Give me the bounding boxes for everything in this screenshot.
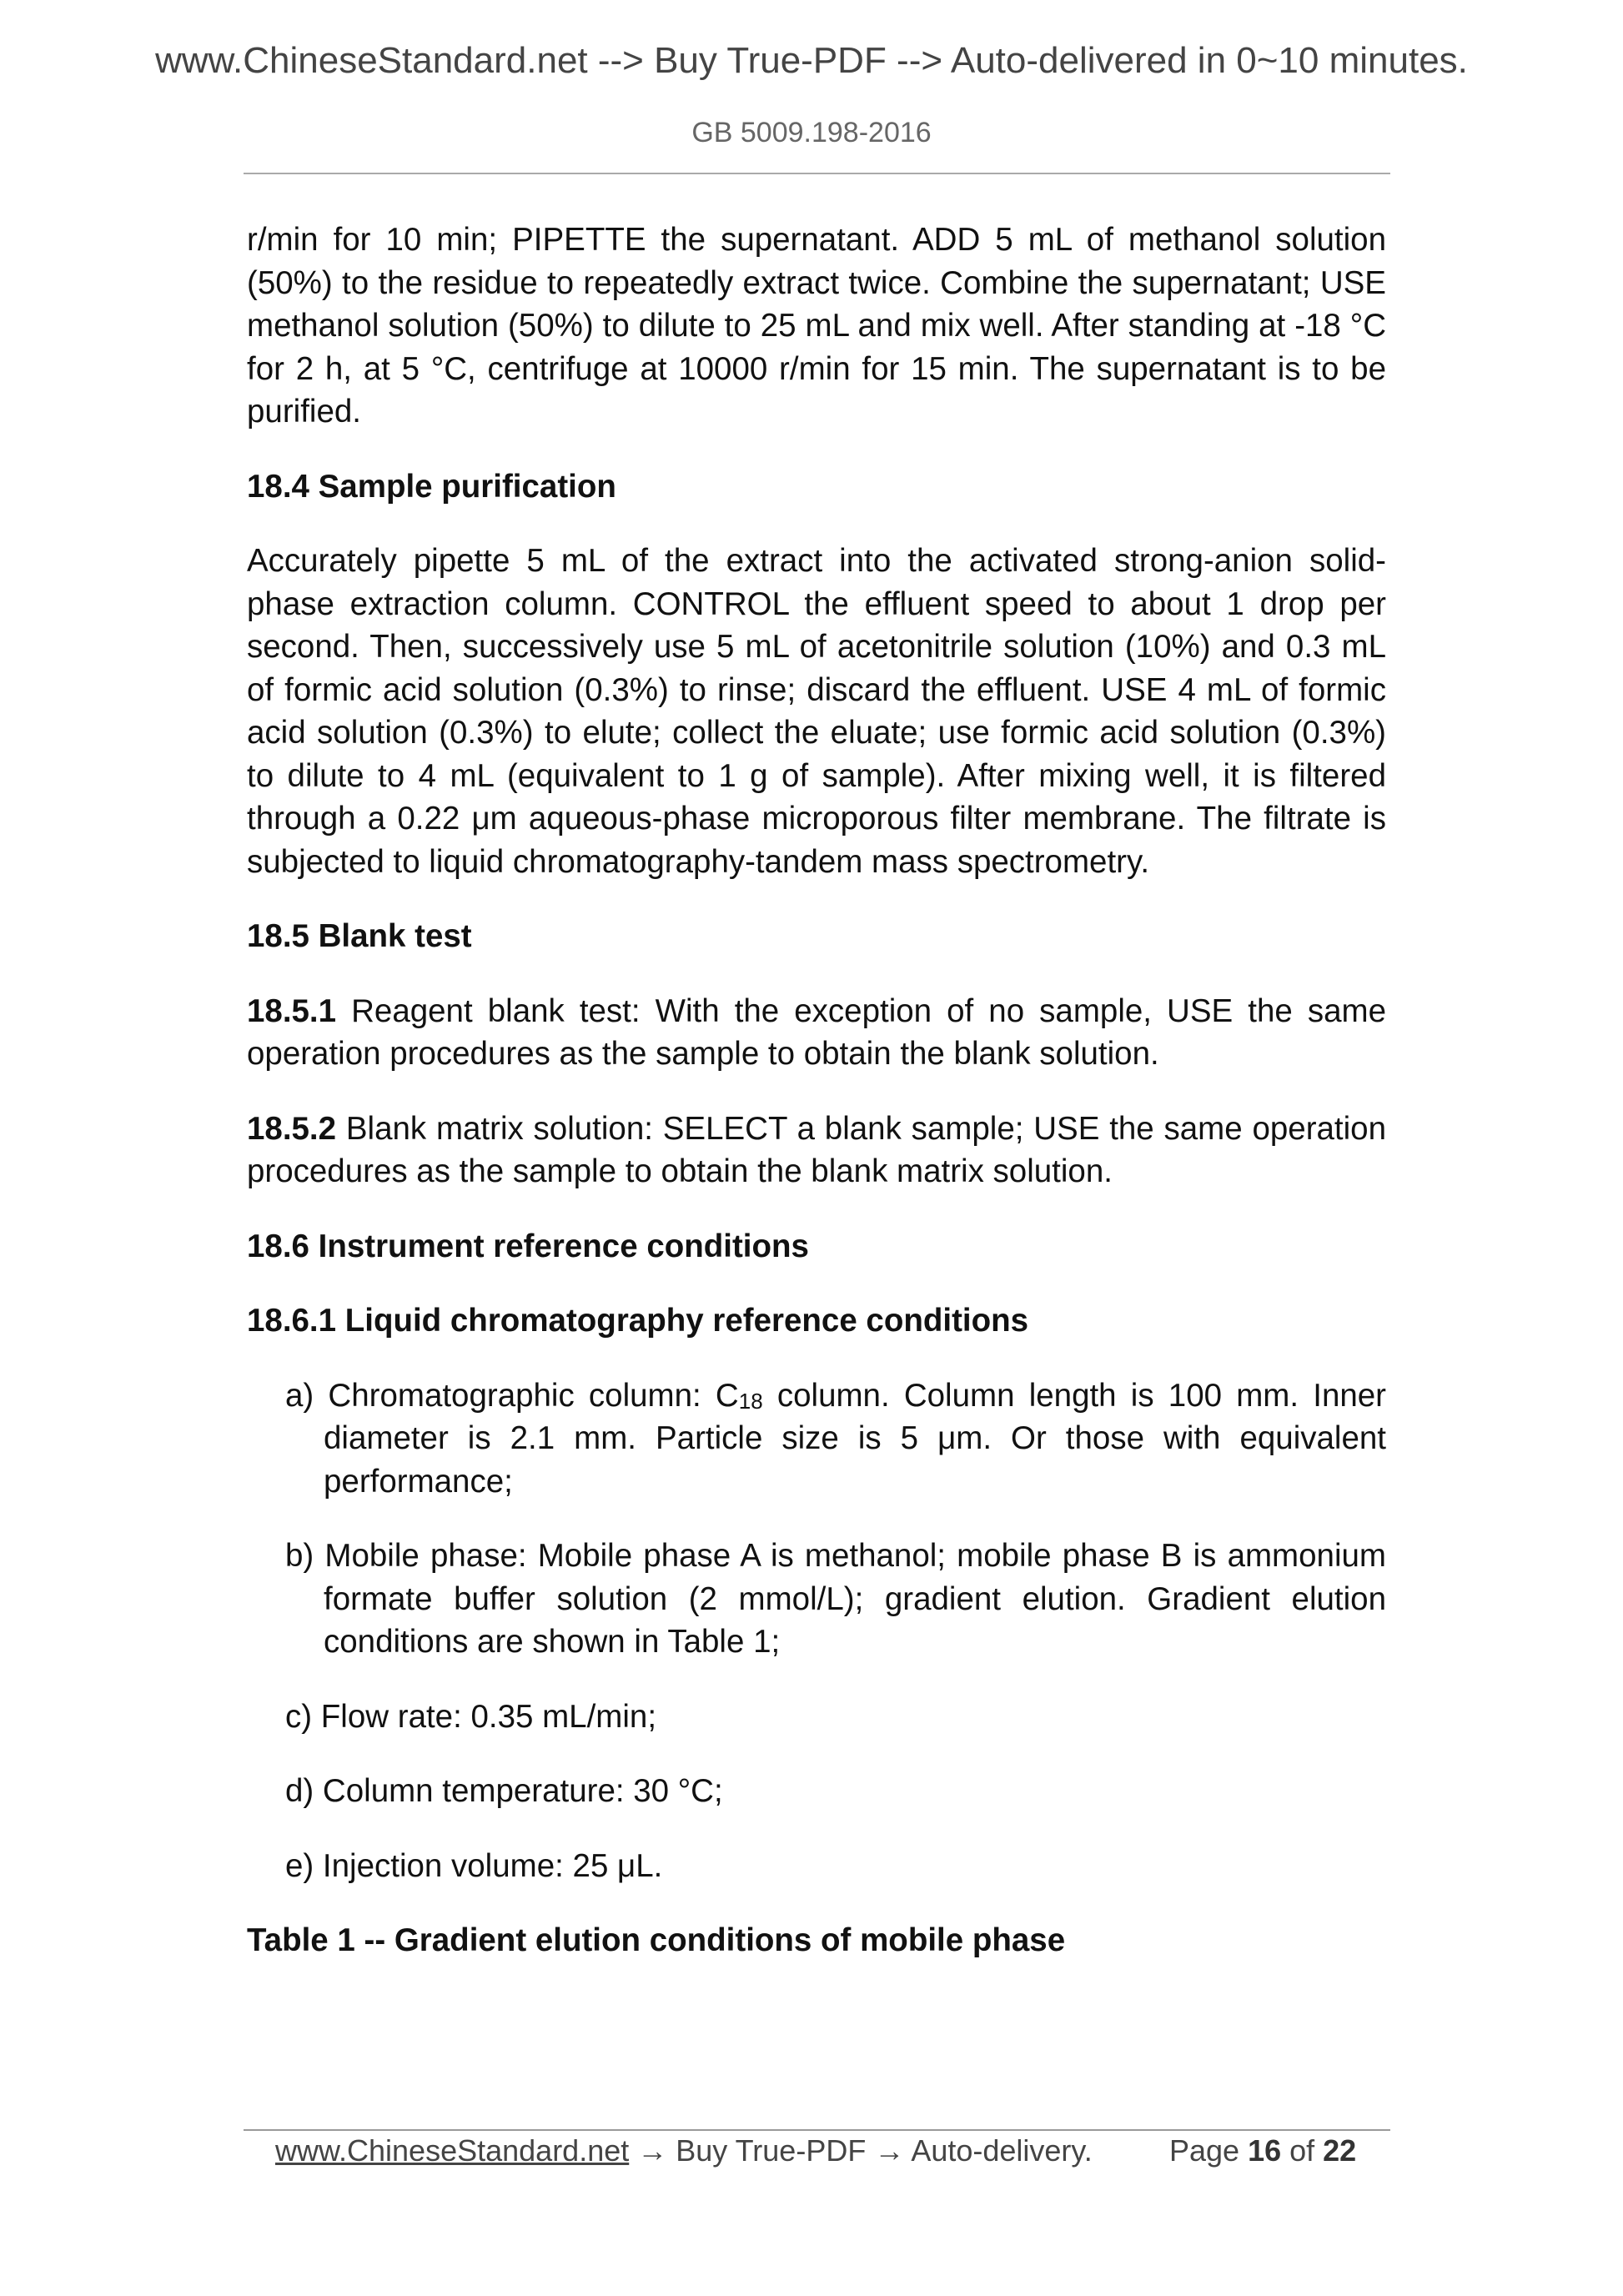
list-item-a — [247, 1374, 1386, 1504]
intro-paragraph: r/min for 10 min; PIPETTE the supernatant. ADD 5 mL of methanol solution (50%) to the residue to repeatedly extract twice. Combine the supernatant; USE methanol solution (50%) to dilute to 25 mL and mix well. After standing at -18 °C for 2 h, at 5 °C, centrifuge at 10000 r/min for 15 min. The supernatant is to be purified. — [247, 222, 1386, 430]
list-item-c: c) Flow rate: 0.35 mL/min; — [285, 1698, 657, 1735]
document-code: GB 5009.198-2016 — [691, 117, 932, 148]
item-a-pre: a) Chromatographic column: C — [285, 1377, 739, 1414]
item-a-post: column. Column length is 100 mm. Inner diameter is 2.1 mm. Particle size is 5 μm. Or those with equivalent performance; — [324, 1377, 1386, 1500]
footer-divider — [244, 2129, 1390, 2131]
top-banner: www.ChineseStandard.net --> Buy True-PDF --> Auto-delivered in 0~10 minutes. — [155, 40, 1468, 81]
list-item-e: e) Injection volume: 25 μL. — [285, 1847, 663, 1884]
paragraph-18-5-2 — [247, 1108, 1386, 1193]
paragraph-18-5-1 — [247, 990, 1386, 1076]
footer-text: → Buy True-PDF → Auto-delivery. — [629, 2133, 1093, 2168]
page-total: 22 — [1323, 2133, 1357, 2168]
footer-left — [275, 2133, 1093, 2168]
table-title: Table 1 -- Gradient elution conditions of mobile phase — [247, 1922, 1066, 1958]
clause-number-18-5-2: 18.5.2 — [247, 1110, 337, 1147]
clause-number-18-5-1: 18.5.1 — [247, 992, 337, 1029]
heading-18-5: 18.5 Blank test — [247, 918, 472, 954]
paragraph-18-4: Accurately pipette 5 mL of the extract into the activated strong-anion solid-phase extraction column. CONTROL the effluent speed to about 1 drop per second. Then, successively use 5 mL of acetonitrile solution (10%) and 0.3 mL of formic acid solution (0.3%) to rinse; discard the effluent. USE 4 mL of formic acid solution (0.3%) to elute; collect the eluate; use formic acid solution (0.3%) to dilute to 4 mL (equivalent to 1 g of sample). After mixing well, it is filtered through a 0.22 μm aqueous-phase microporous filter membrane. The filtrate is subjected to liquid chromatography-tandem mass spectrometry. — [247, 543, 1386, 880]
heading-18-6: 18.6 Instrument reference conditions — [247, 1228, 809, 1264]
footer-page-number — [1169, 2133, 1356, 2168]
footer-site-link[interactable]: www.ChineseStandard.net — [275, 2133, 630, 2168]
page-label: Page — [1169, 2133, 1249, 2168]
page-current: 16 — [1248, 2133, 1282, 2168]
clause-text-18-5-2: Blank matrix solution: SELECT a blank sample; USE the same operation procedures as the sample to obtain the blank matrix solution. — [247, 1110, 1386, 1189]
list-item-b: b) Mobile phase: Mobile phase A is methanol; mobile phase B is ammonium formate buffer solution (2 mmol/L); gradient elution. Gradient elution conditions are shown in Table 1; — [285, 1538, 1386, 1660]
heading-18-4: 18.4 Sample purification — [247, 468, 616, 505]
heading-18-6-1: 18.6.1 Liquid chromatography reference conditions — [247, 1303, 1029, 1339]
header-divider — [244, 173, 1390, 174]
item-a-subscript: 18 — [738, 1388, 763, 1414]
page-of-label: of — [1281, 2133, 1324, 2168]
list-item-d: d) Column temperature: 30 °C; — [285, 1773, 723, 1809]
page-content — [247, 219, 1386, 1994]
clause-text-18-5-1: Reagent blank test: With the exception of no sample, USE the same operation procedures as the sample to obtain the blank solution. — [247, 992, 1386, 1072]
